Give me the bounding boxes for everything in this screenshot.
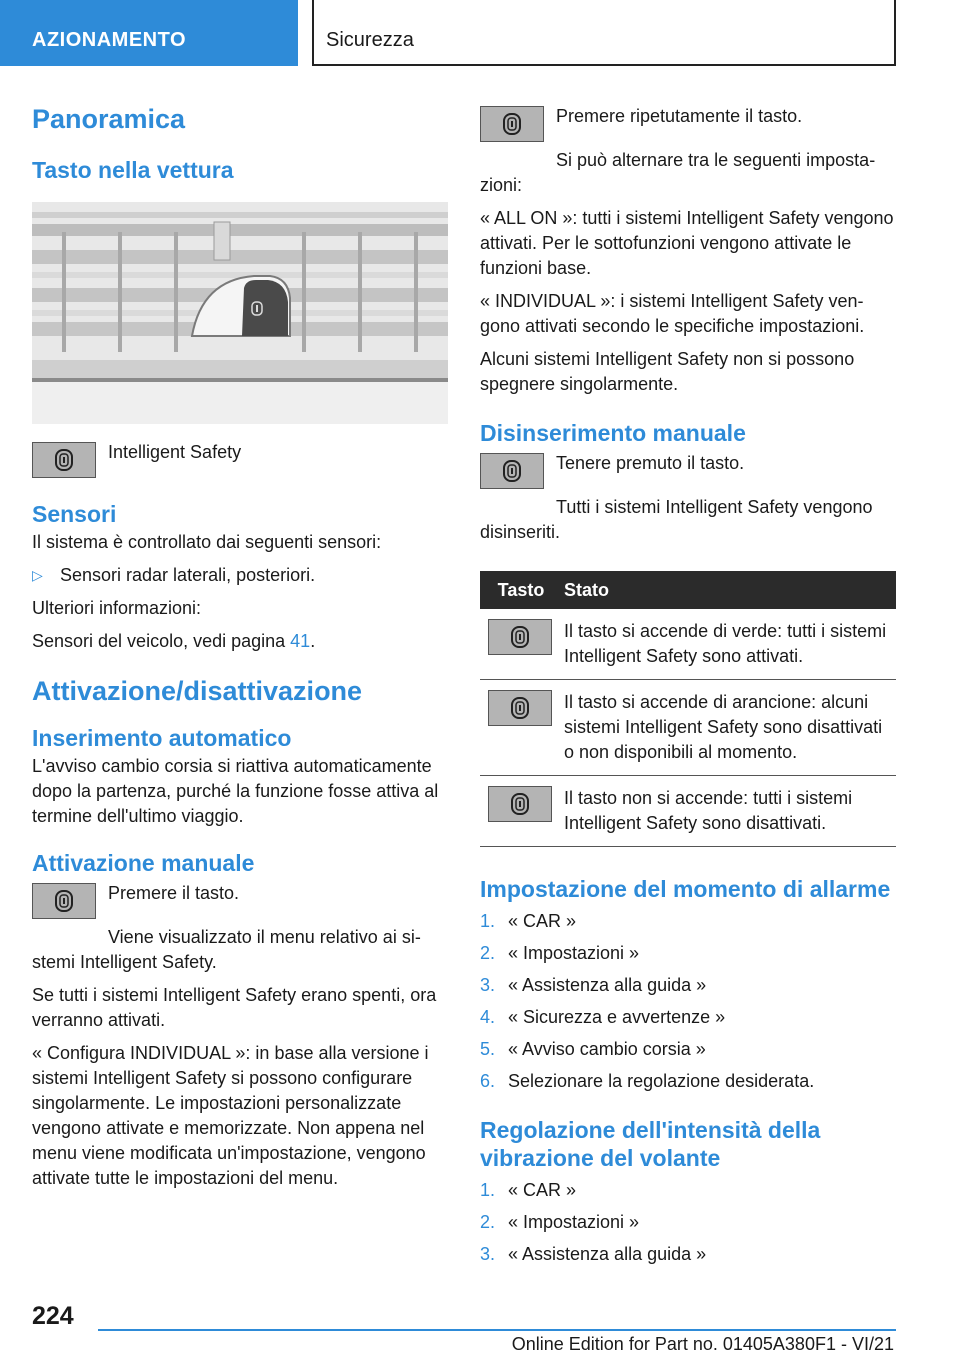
list-item	[480, 1178, 896, 1203]
col-tasto: Tasto	[480, 571, 562, 609]
col-stato: Stato	[562, 571, 896, 609]
list-item	[480, 1069, 896, 1094]
rep-key-row	[480, 104, 896, 142]
table-cell-key	[480, 609, 562, 680]
list-num: 5.	[480, 1039, 496, 1059]
car-button-photo	[32, 202, 448, 424]
table-cell-key	[480, 680, 562, 776]
list-item	[480, 1037, 896, 1062]
grille-illustration	[32, 202, 448, 424]
ins-auto-text: L'avviso cambio corsia si riattiva automaticamente dopo la partenza, purché la funzione fosse attiva al termine dell'ultimo viaggio.	[32, 756, 439, 826]
list-item	[480, 973, 896, 998]
table-row	[480, 776, 896, 847]
heading-impostazione: Impostazione del momento di allarme	[480, 876, 891, 902]
rep-p2: Si può alternare tra le seguenti impostazioni:	[480, 150, 876, 195]
list-text: « Assistenza alla guida »	[508, 1244, 707, 1264]
intelligent-safety-icon	[488, 619, 552, 655]
info-text-body: Sensori del veicolo, vedi pagina	[32, 631, 291, 651]
table-cell-state: Il tasto non si accende: tutti i sistemi Intelligent Safety sono disattivati.	[562, 776, 896, 847]
list-text: « Impostazioni »	[508, 943, 640, 963]
sensori-bullet-text: Sensori radar laterali, posteriori.	[60, 565, 316, 585]
table-header-row	[480, 571, 896, 609]
list-num: 3.	[480, 975, 496, 995]
table-cell-key	[480, 776, 562, 847]
info-text-end: .	[310, 631, 316, 651]
list-num: 4.	[480, 1007, 496, 1027]
table-cell-state: Il tasto si accende di arancione: alcuni sistemi Intelligent Safety sono disattivati o non disponibili al momento.	[562, 680, 896, 776]
intelligent-safety-icon	[488, 690, 552, 726]
footer-edition: Online Edition for Part no. 01405A380F1 - VI/21	[511, 1334, 894, 1354]
list-item	[480, 1210, 896, 1235]
man-p3: Se tutti i sistemi Intelligent Safety erano spenti, ora verranno attivati.	[32, 985, 437, 1030]
heading-sensori: Sensori	[32, 501, 117, 527]
left-column	[32, 96, 448, 1199]
intelligent-safety-icon	[32, 442, 96, 478]
list-text: « Avviso cambio corsia »	[508, 1039, 706, 1059]
man-key-row	[32, 881, 448, 919]
list-num: 6.	[480, 1071, 496, 1091]
list-text: « Impostazioni »	[508, 1212, 640, 1232]
page-link-41[interactable]: 41	[290, 631, 311, 651]
man-p2: Viene visualizzato il menu relativo ai sistemi Intelligent Safety.	[32, 927, 421, 972]
key-caption-row	[32, 440, 448, 478]
intelligent-safety-icon	[480, 453, 544, 489]
section-tab: AZIONAMENTO	[0, 0, 298, 66]
table-cell-state: Il tasto si accende di verde: tutti i sistemi Intelligent Safety sono attivati.	[562, 609, 896, 680]
chapter-title: Sicurezza	[312, 0, 896, 66]
heading-disinserimento: Disinserimento manuale	[480, 420, 746, 446]
heading-inserimento-auto: Inserimento automatico	[32, 725, 292, 751]
dis-p1: Tenere premuto il tasto.	[556, 453, 745, 473]
list-text: « CAR »	[508, 1180, 577, 1200]
sensori-intro: Il sistema è controllato dai seguenti sensori:	[32, 532, 382, 552]
rep-p4: « INDIVIDUAL »: i sistemi Intelligent Safety vengono attivati secondo le specifiche impostazioni.	[480, 291, 865, 336]
list-text: « CAR »	[508, 911, 577, 931]
heading-tasto-vettura: Tasto nella vettura	[32, 157, 234, 183]
dis-key-row	[480, 451, 896, 489]
heading-attivazione: Attivazione/disattivazione	[32, 676, 363, 706]
right-column	[480, 104, 896, 1274]
sensori-bullet	[32, 563, 448, 588]
man-p1: Premere il tasto.	[108, 883, 240, 903]
list-num: 2.	[480, 943, 496, 963]
list-item	[480, 941, 896, 966]
heading-panoramica: Panoramica	[32, 104, 186, 134]
heading-regolazione: Regolazione dell'intensità della vibrazione del volante	[480, 1117, 821, 1171]
intelligent-safety-icon	[32, 883, 96, 919]
rep-p1: Premere ripetutamente il tasto.	[556, 106, 803, 126]
dis-p2: Tutti i sistemi Intelligent Safety vengono disinseriti.	[480, 497, 873, 542]
status-table	[480, 571, 896, 847]
list-text: « Sicurezza e avvertenze »	[508, 1007, 726, 1027]
table-row	[480, 609, 896, 680]
rep-p3: « ALL ON »: tutti i sistemi Intelligent Safety vengono attivati. Per le sottofunzioni vengono attivate le funzioni base.	[480, 208, 894, 278]
heading-attivazione-manuale: Attivazione manuale	[32, 850, 255, 876]
list-text: Selezionare la regolazione desiderata.	[508, 1071, 815, 1091]
triangle-bullet-icon: ▷	[32, 567, 43, 583]
info-text	[32, 629, 448, 654]
list-item	[480, 1005, 896, 1030]
man-p4: « Configura INDIVIDUAL »: in base alla versione i sistemi Intelligent Safety si possono configurare singolarmente. Le impostazioni personalizzate vengono attivate e memorizzate. Non appena nel menu viene modificata un'impostazione, vengono attivate tutte le impostazioni del menu.	[32, 1043, 429, 1188]
list-item	[480, 909, 896, 934]
intelligent-safety-icon	[480, 106, 544, 142]
footer-divider	[98, 1329, 896, 1331]
intelligent-safety-icon	[488, 786, 552, 822]
info-label: Ulteriori informazioni:	[32, 598, 202, 618]
rep-p5: Alcuni sistemi Intelligent Safety non si possono spegnere singolarmente.	[480, 349, 855, 394]
list-text: « Assistenza alla guida »	[508, 975, 707, 995]
list-num: 1.	[480, 1180, 496, 1200]
list-item	[480, 1242, 896, 1267]
list-num: 3.	[480, 1244, 496, 1264]
page-number: 224	[32, 1302, 74, 1330]
list-num: 1.	[480, 911, 496, 931]
table-row	[480, 680, 896, 776]
key-caption: Intelligent Safety	[108, 442, 242, 462]
imp-steps-list	[480, 909, 896, 1094]
list-num: 2.	[480, 1212, 496, 1232]
reg-steps-list	[480, 1178, 896, 1267]
